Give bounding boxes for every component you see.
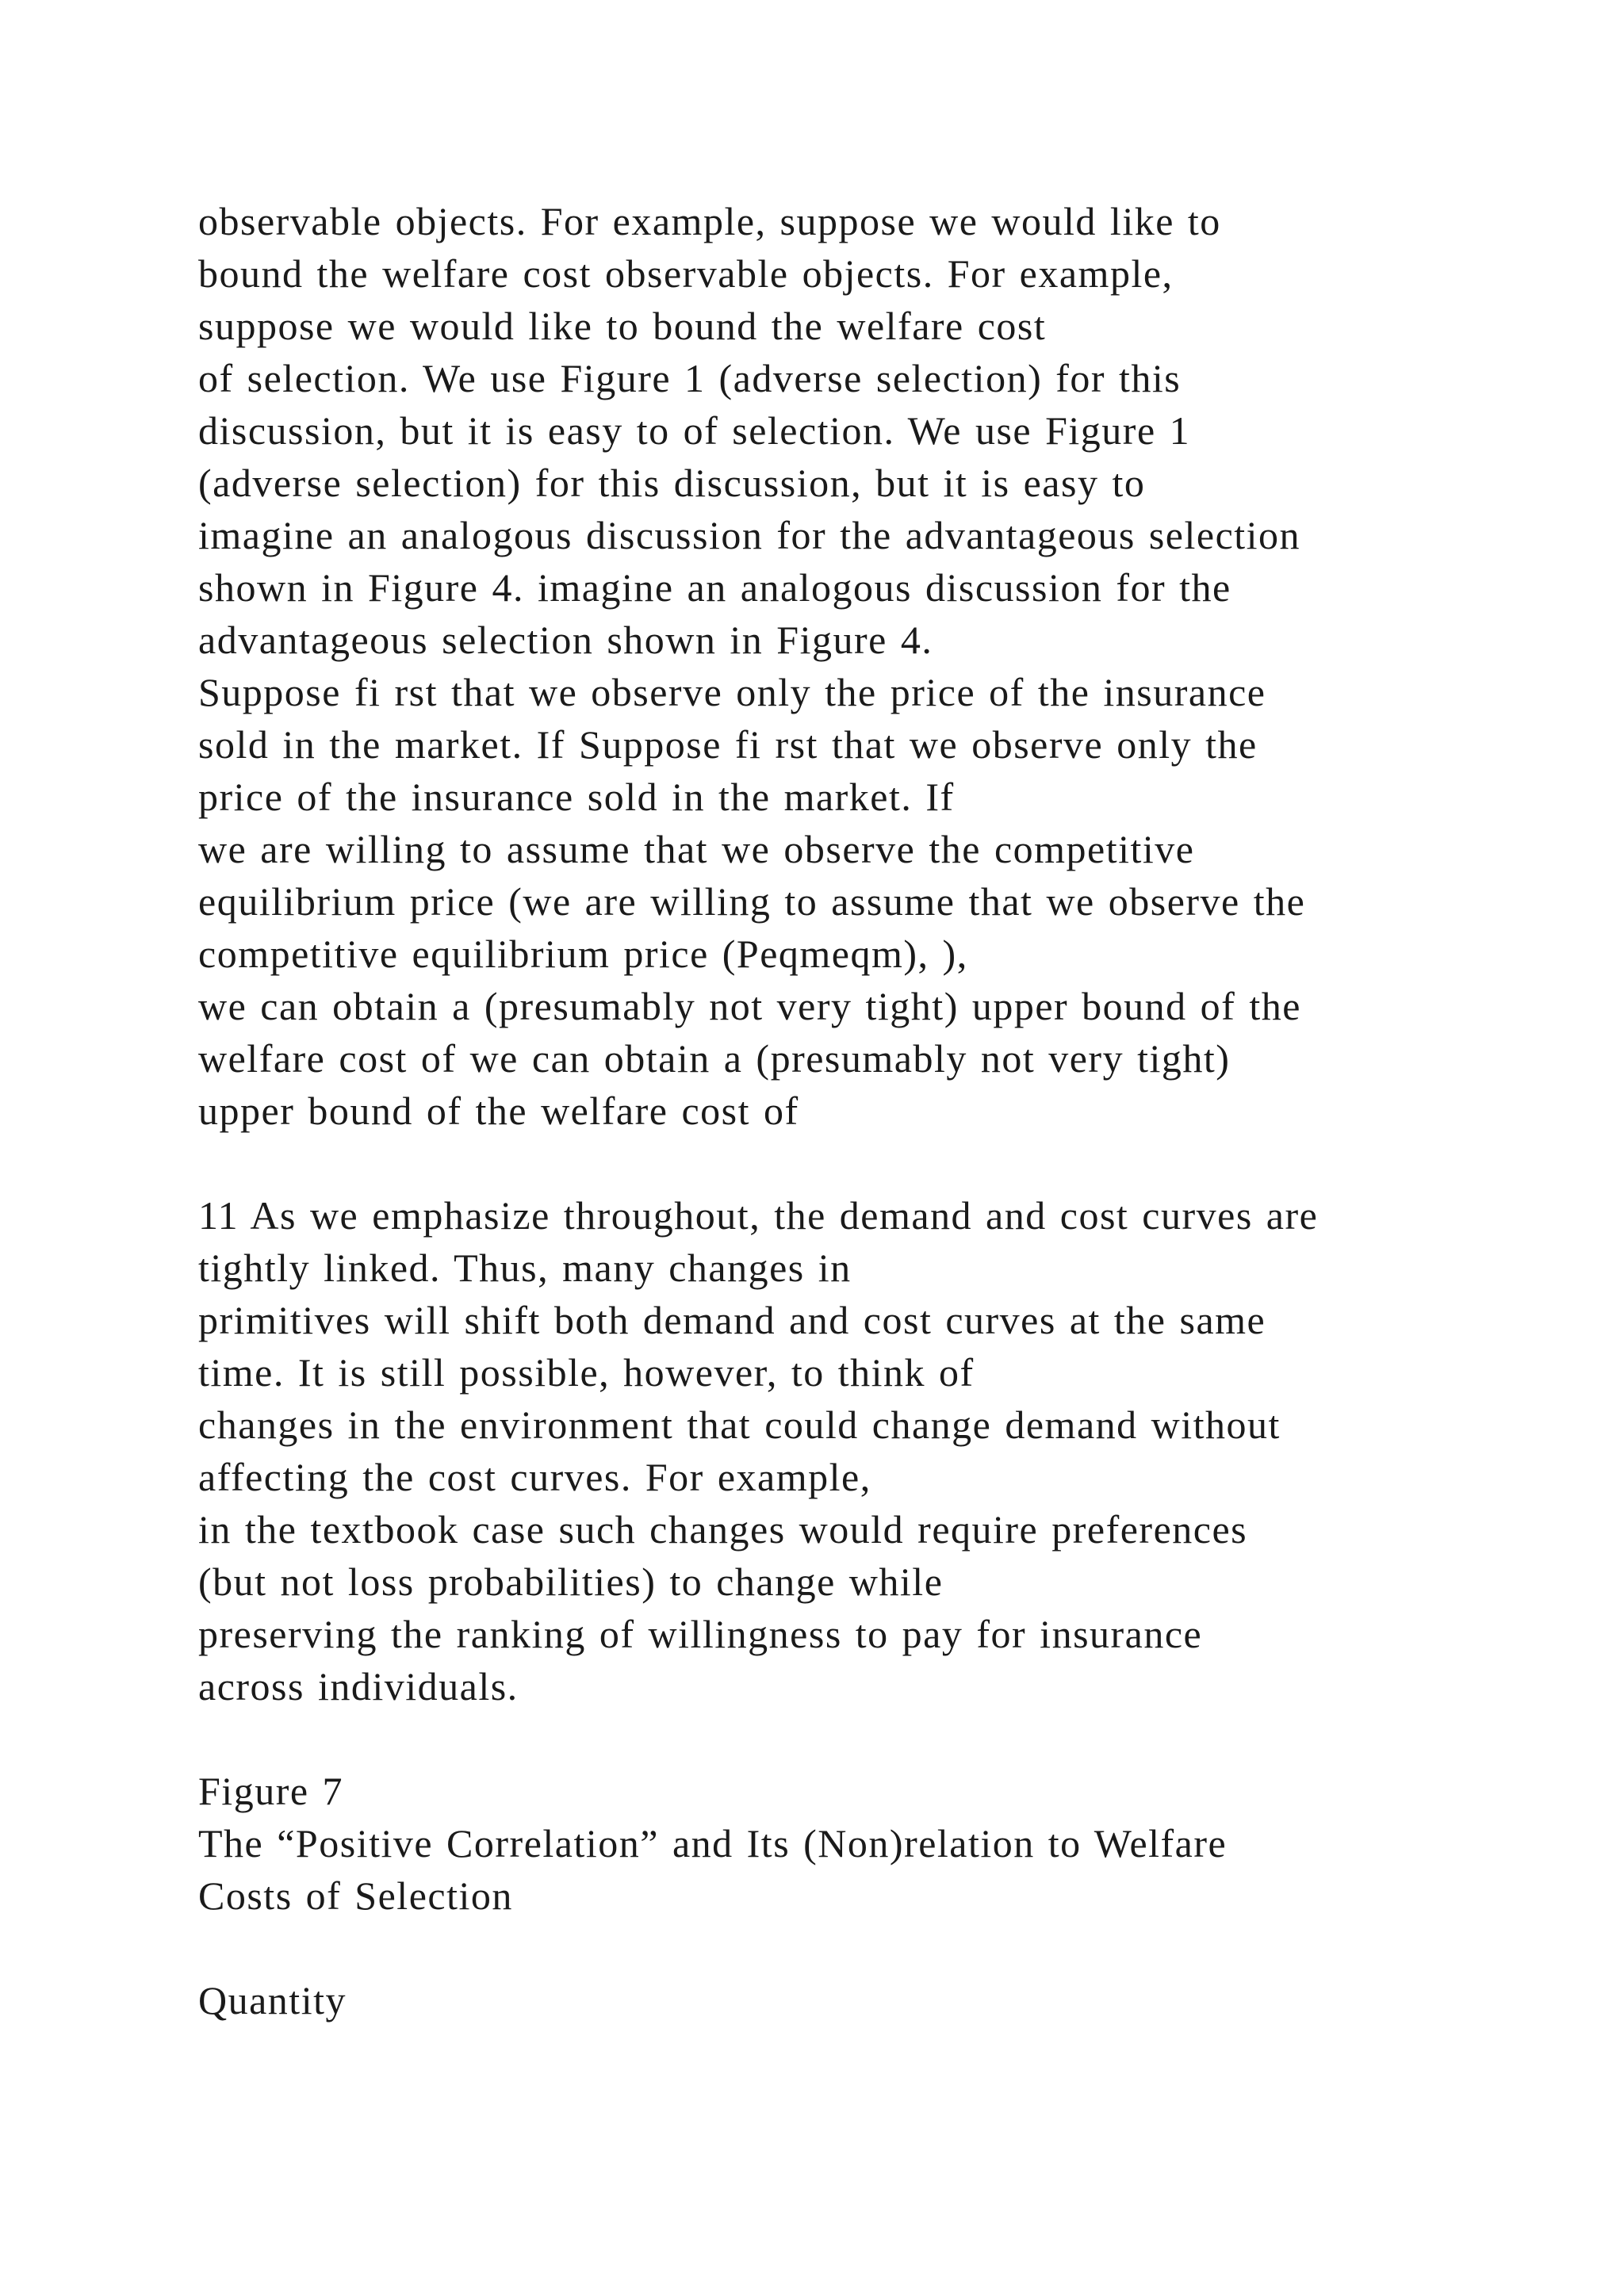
footnote-line: preserving the ranking of willingness to pay for insurance (198, 1612, 1203, 1656)
text-line: discussion, but it is easy to of selection. We use Figure 1 (198, 408, 1191, 453)
text-line: of selection. We use Figure 1 (adverse selection) for this (198, 356, 1182, 400)
text-line: (adverse selection) for this discussion, but it is easy to (198, 461, 1146, 505)
footnote-line: in the textbook case such changes would require preferences (198, 1507, 1248, 1552)
text-line: imagine an analogous discussion for the advantageous selection (198, 513, 1301, 557)
text-line: bound the welfare cost observable objects. For example, (198, 251, 1174, 296)
footnote-line: tightly linked. Thus, many changes in (198, 1246, 852, 1290)
figure-title: The “Positive Correlation” and Its (Non)relation to Welfare (198, 1821, 1228, 1866)
figure-title: Costs of Selection (198, 1873, 513, 1918)
text-line: Suppose fi rst that we observe only the price of the insurance (198, 670, 1266, 714)
text-line: observable objects. For example, suppose we would like to (198, 199, 1221, 243)
footnote-line: changes in the environment that could change demand without (198, 1402, 1281, 1447)
axis-label-quantity: Quantity (198, 1978, 347, 2022)
text-line: we can obtain a (presumably not very tight) upper bound of the (198, 984, 1301, 1028)
footnote-line: time. It is still possible, however, to think of (198, 1350, 975, 1395)
footnote-line: across individuals. (198, 1664, 519, 1709)
text-line: upper bound of the welfare cost of (198, 1089, 799, 1133)
text-line: price of the insurance sold in the market. If (198, 775, 955, 819)
text-line: shown in Figure 4. imagine an analogous discussion for the (198, 565, 1231, 610)
text-line: suppose we would like to bound the welfare cost (198, 304, 1047, 348)
text-line: advantageous selection shown in Figure 4. (198, 618, 933, 662)
footnote-line: 11 As we emphasize throughout, the demand and cost curves are (198, 1193, 1319, 1238)
footnote-line: primitives will shift both demand and cost curves at the same (198, 1298, 1266, 1342)
footnote-line: affecting the cost curves. For example, (198, 1455, 871, 1499)
text-line: welfare cost of we can obtain a (presumably not very tight) (198, 1036, 1231, 1081)
footnote-line: (but not loss probabilities) to change while (198, 1559, 944, 1604)
text-line: competitive equilibrium price (Peqmeqm), ), (198, 932, 968, 976)
text-line: we are willing to assume that we observe the competitive (198, 827, 1195, 871)
text-line: equilibrium price (we are willing to assume that we observe the (198, 879, 1306, 924)
figure-label: Figure 7 (198, 1769, 344, 1813)
text-line: sold in the market. If Suppose fi rst that we observe only the (198, 722, 1258, 767)
